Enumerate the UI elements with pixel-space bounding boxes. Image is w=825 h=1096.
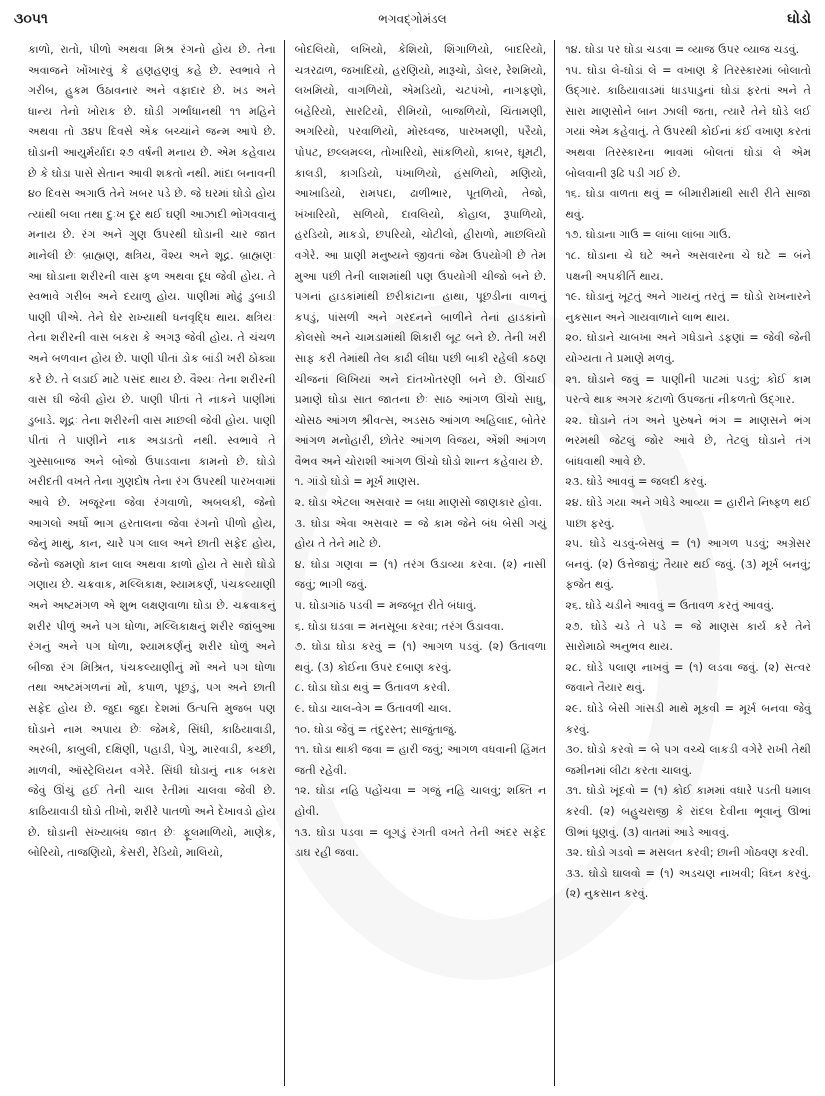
page-body	[28, 40, 817, 1086]
column-middle	[285, 40, 556, 1086]
idiom-entry: ૧૮. ઘોડાના ચે ઘટે અને અસવારના ચે ઘટે = બંને પક્ષની અપકીર્તિ થાય.	[565, 248, 811, 283]
idiom-entry: ૧૪. ઘોડા પર ઘોડા ચડવા = વ્યાજ ઉપર વ્યાજ ચડવું.	[565, 43, 800, 56]
idiom-entry: ૨૮. ઘોડે પલાણ નાખવું = (૧) લડવા જવું. (૨) સત્વર જવાને તૈયાર થવું.	[565, 660, 811, 695]
idiom-entry: ૨. ઘોડા એટલા અસવાર = બધા માણસો જાણકાર હોવા.	[294, 496, 543, 510]
idiom-entry: ૧૨. ઘોડા નહિ પહોંચવા = ગજું નહિ ચાલવું; શક્તિ ન હોવી.	[294, 784, 547, 818]
idiom-entry: ૨૫. ઘોડે ચડવું-બેસવું = (૧) આગળ પડવું; અગ્રેસર બનવું. (૨) ઉત્તેજાવું; તૈયાર થઈ જવું. (૩) મૂર્ખ બનવું; ફજેત થવું.	[565, 537, 811, 592]
idiom-entry: ૮. ઘોડા ઘોડા થવું = ઉતાવળ કરવી.	[294, 681, 451, 695]
idiom-entry: ૧૬. ઘોડા વાળતા થવું = બીમારીમાંથી સારી રીતે સાજા થવું.	[565, 187, 811, 221]
page-header	[14, 8, 811, 30]
idiom-entry: ૧૦. ઘોડા જેવું = તંદુરસ્ત; સાજુંતાજું.	[294, 722, 458, 736]
idiom-entry: ૬. ઘોડા ઘડવા = મનસૂબા કરવા; તરંગ ઉડાવવા.	[294, 619, 505, 633]
idiom-entry: ૨૯. ઘોડે બેસી ગાંસડી માથે મૂકવી = મૂર્ખ બનવા જેવું કરવું.	[565, 702, 811, 736]
idiom-entry: ૩૨. ઘોડો ગડવો = મસલત કરવી; છાની ગોઠવણ કરવી.	[565, 846, 809, 860]
idiom-entry: ૧૭. ઘોડાના ગાઉ = લાંબા લાંબા ગાઉ.	[565, 228, 732, 242]
idiom-entry: ૩. ઘોડા એવા અસવાર = જે કામ જેને બંધ બેસી ગયું હોય તે તેને માટે છે.	[294, 516, 547, 551]
idiom-entry: ૩૩. ઘોડો ઘાલવો = (૧) અડચણ નાખવી; વિઘ્ન કરવું. (૨) નુકસાન કરવું.	[565, 866, 811, 901]
idiom-entry: ૪. ઘોડા ગણવા = (૧) તરંગ ઉડાવ્યા કરવા. (૨) નાસી જવું; ભાગી જવું.	[294, 557, 547, 592]
running-headword: ઘોડો	[787, 11, 811, 27]
idiom-entry: ૨૬. ઘોડે ચડીને આવવું = ઉતાવળ કરતું આવવું.	[565, 599, 775, 613]
idiom-entry: ૧૩. ઘોડા પડવા = લૂગડું રંગતી વખતે તેની અંદર સફેદ ડાઘ રહી જવા.	[294, 825, 547, 860]
column-right	[555, 40, 817, 1086]
idiom-entry: ૧૧. ઘોડા થાકી જવા = હારી જવું; આગળ વધવાની હિંમત જતી રહેવી.	[294, 743, 547, 777]
paragraph: બોદલિયો, લખિયો, કેશિયો, શિંગાળિયો, બાદરિયો, ચત્રરઢાળ, જખાદિયો, હરણિયો, મારૂચો, ડોલર, રેશમિયો, લખમિયો, વાગળિયો, એમડિયો, ચટપંખો, નાગફણો, બહેરિયો, સારટિયો, રીમિયો, બાજળિયો, ચિંતામણી, અગરિયો, પરવાળિયો, મોરધ્વજ, પારખમણી, પરૈયો, પોપટ, છલ્લમલ્લ, તોખારિયો, સાંકળિયો, કાબર, ઘૂમટી, કાલડી, કાગડિયો, પંખાળિયો, હંસળિયો, મણિયો, આખાડિયો, રામપદા, ઢાળીભાર, પૂતળિયો, તેજો, ખંખારિયો, સળિયો, દાવલિયો, કોહાલ, રૂપાળિયો, હરડિયો, માકડો, છપરિયો, ચોટીલો, હીરાળો, માછલિયો વગેરે. આ પ્રાણી મનુષ્યને જીવતાં જેમ ઉપયોગી છે તેમ મુઆ પછી તેની લાશમાંથી પણ ઉપયોગી ચીજો બને છે. પગનાં હાડકાંમાંથી છરીકાંટાના હાથા, પૂછડીના વાળનું કપડું, પાંસળી અને ગરદનને બાળીને તેનાં હાડકાંનો કોલસો અને ચામડામાંથી શિકારી બૂટ બને છે. તેની ખરી સાફ કરી તેમાંથી તેલ કાઢી લીધા પછી બાકી રહેલી કઠણ ચીજનાં લિખિયાં અને દાંતખોતરણી બને છે. ઊંચાઈ પ્રમાણે ઘોડા સાત જાતના છેઃ સાઠ આંગળ ઊંચો સાધુ, ચોસઠ આંગળ શ્રીવત્સ, અડસઠ આંગળ અહિલાદ, બોતેર આંગળ મનોહારી, છોતેર આંગળ વિજય, એંશી આંગળ વૈભવ અને ચોરાશી આંગળ ઊંચો ઘોડો શાન્ત કહેવાય છે.	[294, 43, 547, 468]
idiom-entry: ૩૧. ઘોડો ખૂંદવો = (૧) કોઈ કામમાં વધારે પડતી ધમાલ કરવી. (૨) બહુચરાજી કે રાંદલ દેવીના ભૂવાનું ઊભાં ઊભાં ધૂણવું. (૩) વાતમાં આડે આવવું.	[565, 784, 811, 839]
idiom-entry: ૨૦. ઘોડાને ચાબખા અને ગધેડાને ડફણાં = જેવી જેની યોગ્યતા તે પ્રમાણે મળવું.	[565, 331, 811, 365]
idiom-entry: ૨૭. ઘોડે ચડે તે પડે = જે માણસ કાર્ય કરે તેને સારોમાઠો અનુભવ થાય.	[565, 619, 811, 654]
idiom-entry: ૨૩. ઘોડે આવવું = જલદી કરવું.	[565, 475, 708, 489]
column-left	[28, 40, 285, 1086]
idiom-entry: ૫. ઘોડાગાંઠ પડવી = મજબૂત રીતે બંધાવું.	[294, 599, 477, 613]
book-title: ભગવદ્ગોમંડલ	[378, 11, 447, 26]
idiom-entry: ૧૯. ઘોડાનું ખૂટતું અને ગાયનું તરતું = ઘોડો રાખનારને નુકસાન અને ગાયવાળાને લાભ થાય.	[565, 290, 811, 324]
idiom-entry: ૯. ઘોડા ચાલ-વેગ = ઉતાવળી ચાલ.	[294, 702, 452, 715]
idiom-entry: ૧. ગાંડો ઘોડો = મૂર્ખ માણસ.	[294, 475, 420, 489]
idiom-entry: ૭. ઘોડા ઘોડા કરવું = (૧) આગળ પડવું. (૨) ઉતાવળા થવું. (૩) કોઈના ઉપર દબાણ કરવું.	[294, 640, 547, 674]
page-number: ૩૦૫૧	[14, 11, 48, 27]
idiom-entry: ૨૪. ઘોડે ગયા અને ગધેડે આવ્યા = હારીને નિષ્ફળ થઈ પાછા ફરવું.	[565, 496, 811, 530]
idiom-entry: ૨૧. ઘોડાને જવું = પાણીની પાટમાં પડવું; કોઈ કામ પરત્વે થાક અગર કંટાળો ઉપજતાં નીકળતો ઉદ્ગાર.	[565, 372, 811, 407]
idiom-entry: ૩૦. ઘોડો કરવો = બે પગ વચ્ચે લાકડી વગેરે રાખી તેથી જમીનમાં લીટા કરતા ચાલવું.	[565, 743, 811, 777]
idiom-entry: ૧૫. ઘોડા લે-ઘોડાં લે = વખાણ કે તિરસ્કારમાં બોલાતો ઉદ્ગાર. કાઠિયાવાડમાં ધાડપાડુનાં ઘોડાં ફરતાં અને તે સારા માણસોને બાન ઝાલી જતા, ત્યારે તેને ઘોડે લઈ ગયાં એમ કહેવાતું. તે ઉપરથી કોઈનાં કંઈ વખાણ કરતાં અથવા તિરસ્કારના ભાવમાં બોલતાં ઘોડાં લે એમ બોલવાની રૂઢિ પડી ગઈ છે.	[565, 63, 811, 180]
paragraph: કાળો, રાતો, પીળો અથવા મિશ્ર રંગનો હોય છે. તેના અવાજને ખોંખારવું કે હણહણવું કહે છે. સ્વભાવે તે ગરીબ, હુકમ ઉઠાવનાર અને વફાદાર છે. ખડ અને ધાન્ય તેનો ખોરાક છે. ઘોડી ગર્ભાધાનથી ૧૧ મહિને અથવા તો ૩૪૫ દિવસે એક બચ્ચાંને જન્મ આપે છે. ઘોડાની આયુર્મર્યાદા ૨૭ વર્ષની મનાય છે. એમ કહેવાય છે કે ઘોડા પાસે સેતાન આવી શકતો નથી. માંદા બનાવની ૪૦ દિવસ અગાઉ તેને ખબર પડે છે. જે ઘરમાં ઘોડો હોય ત્યાંથી બલા તથા દુઃખ દૂર થઈ ઘણી આઝાદી ભોગવવાનું મનાય છે. રંગ અને ગુણ ઉપરથી ઘોડાની ચાર જાત માનેલી છેઃ બ્રાહ્મણ, ક્ષત્રિય, વૈશ્ય અને શૂદ્ર. બ્રાહ્મણઃ આ ઘોડાના શરીરની વાસ ફળ અથવા દૂધ જેવી હોય. તે સ્વભાવે ગરીબ અને દયાળુ હોય. પાણીમાં મોઢું ડુબાડી પાણી પીએ. તેને ઘેર રાખ્યાથી ધનવૃદ્ધિ થાય. ક્ષત્રિયઃ તેના શરીરની વાસ બકરા કે અગરૂ જેવી હોય. તે ચંચળ અને બળવાન હોય છે. પાણી પીતાં ડોક બાંડી ખરી ઠોક્યા કરે છે. તે લડાઈ માટે પસંદ થાય છે. વૈશ્યઃ તેના શરીરની વાસ ઘી જેવી હોય છે. પાણી પીતાં તે નાકને પાણીમાં ડુબાડે. શૂદ્રઃ તેના શરીરની વાસ માછલી જેવી હોય. પાણી પીતાં તે પાણીને નાક અડાડતો નથી. સ્વભાવે તે ગુસ્સાબાજ અને બોજો ઉપાડવાના કામનો છે. ઘોડો ખરીદતી વખતે તેના ગુણદોષ તેના રંગ ઉપરથી પારખવામાં આવે છે. ખજૂરના જેવા રંગવાળો, અબલકી, જેનો આગલો અર્ધો ભાગ હરતાલના જેવા રંગનો પીળો હોય, જેનું માથું, કાન, ચારે પગ લાલ અને છાતી સફેદ હોય, જેનો જમણો કાન લાલ અથવા કાળો હોય તે સારો ઘોડો ગણાય છે. ચક્રવાક, મલ્લિકાક્ષ, શ્યામકર્ણ, પંચકલ્યાણી અને અષ્ટમંગળ એ શુભ લક્ષણવાળા ઘોડા છે. ચક્રવાકનું શરીર પીળું અને પગ ધોળા, મલ્લિકાક્ષનું શરીર જાંબુઆ રંગનું અને પગ ધોળા, શ્યામકર્ણનું શરીર ધોળું અને બીજા રંગ મિશ્રિત, પંચકલ્યાણીનું મોં અને પગ ધોળા તથા અષ્ટમંગળનાં મોં, કપાળ, પૂછડું, પગ અને છાતી સફેદ હોય છે. જુદા જુદા દેશમાં ઉત્પત્તિ મુજબ પણ ઘોડાને નામ અપાય છેઃ જેમકે, સિંધી, કાઠિયાવાડી, અરબી, કાબુલી, દક્ષિણી, પહાડી, પેગુ, મારવાડી, કચ્છી, માળવી, ઑસ્ટ્રેલિયન વગેરે. સિંધી ઘોડાનું નાક બકરા જેવું ઊંચું હઈ તેની ચાલ રેતીમાં ચાલવા જેવી છે. કાઠિયાવાડી ઘોડો તીખો, શરીરે પાતળો અને દેખાવડો હોય છે. ઘોડાની સંખ્યાબંધ જાત છેઃ ફૂલમાળિયો, માણેક, બોરિયો, તાજણિયો, કેસરી, રેડિયો, માલિયો,	[28, 43, 276, 860]
idiom-entry: ૨૨. ઘોડાને તંગ અને પુરુષને ભંગ = માણસને ભંગ ભરમથી જેટલું જોર આવે છે, તેટલું ઘોડાને તંગ બાંધવાથી આવે છે.	[565, 413, 811, 468]
